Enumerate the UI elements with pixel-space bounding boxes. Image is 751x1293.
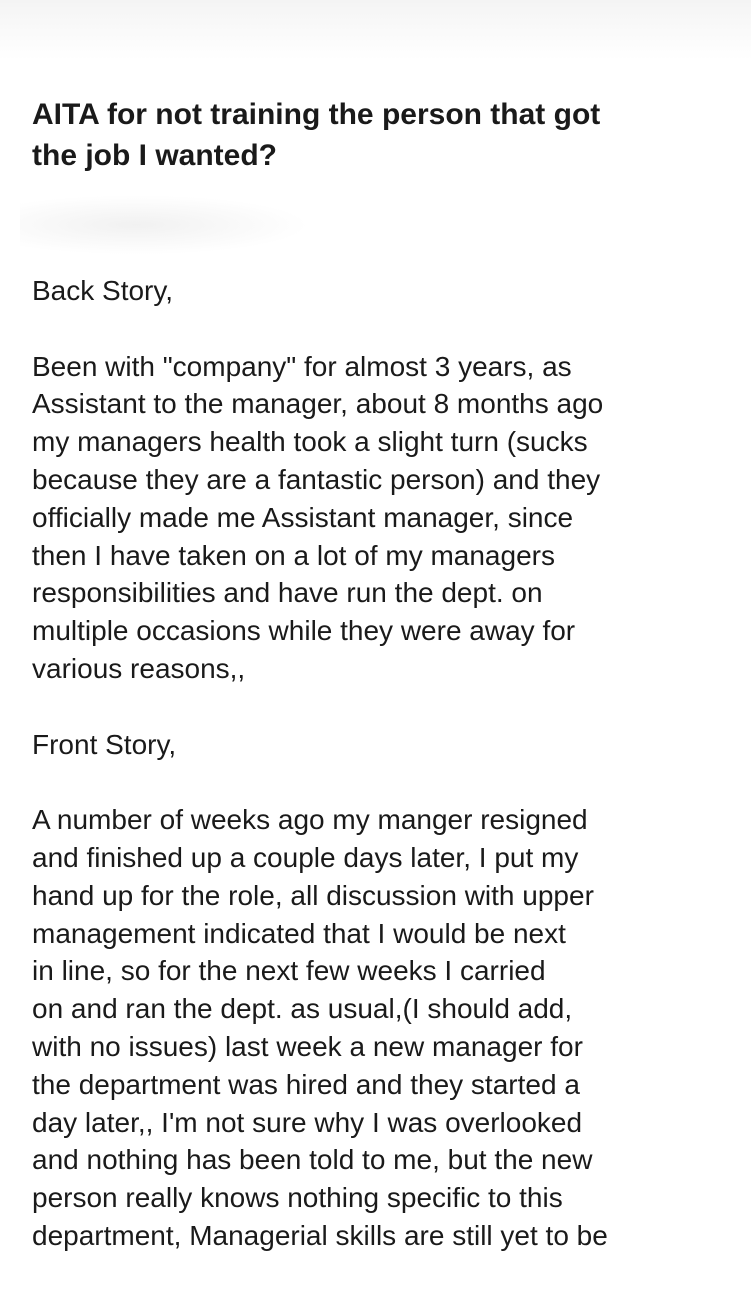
blurred-post-meta [20,195,310,255]
paragraph-back-story-heading: Back Story, [32,275,174,306]
post-title: AITA for not training the person that got the job I wanted? [32,98,601,172]
paragraph-front-story: A number of weeks ago my manger resigned and finished up a couple days later, I put my hand up for the role, all discussion with upper management indicated that I would be next in line, so for the next few weeks I carried on and ran the dept. as usual,(I should add, with no issues) last week a new manager for the department was hired and they started a day later,, I'm not sure why I was overlooked and nothing has been told to me, but the new person really knows nothing specific to this department, Managerial skills are still yet to be [32,804,608,1251]
cut-off-next-line [32,1268,722,1280]
post-body [32,272,732,1293]
paragraph-front-story-heading: Front Story, [32,728,177,760]
paragraph-back-story: Been with "company" for almost 3 years, as Assistant to the manager, about 8 months ago my managers health took a slight turn (sucks because they are a fantastic person) and they officially made me Assistant manager, since then I have taken on a lot of my managers responsibilities and have run the dept. on multiple occasions while they were away for various reasons,, [32,350,604,684]
top-edge-shadow [0,0,751,60]
